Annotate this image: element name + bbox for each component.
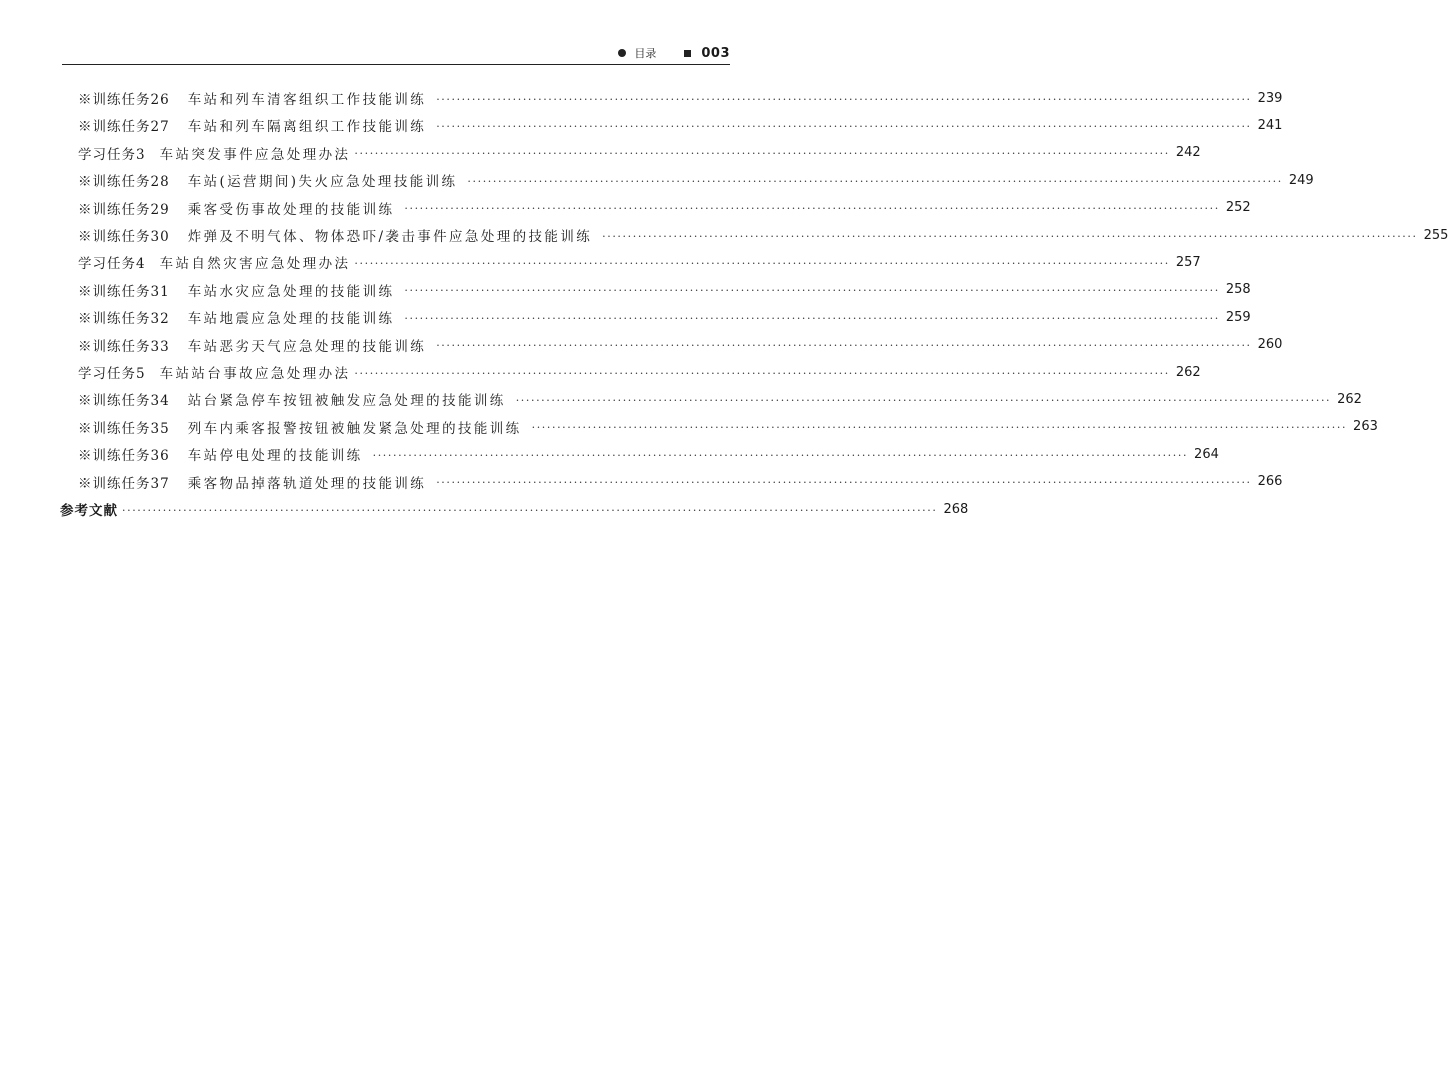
dot-leader: ································································································································································ xyxy=(372,448,1189,462)
running-header-right xyxy=(618,44,730,62)
toc-entry xyxy=(78,387,1362,411)
toc-entry-page: 252 xyxy=(1225,200,1251,216)
toc-entry xyxy=(78,223,1448,247)
toc-entry-page: 262 xyxy=(1175,364,1201,380)
toc-entry-page: 239 xyxy=(1257,90,1283,106)
toc-entry-number: ※训练任务35 xyxy=(78,420,170,437)
toc-entry-title: 车站和列车清客组织工作技能训练 xyxy=(187,92,427,108)
toc-entry-number: ※训练任务34 xyxy=(78,393,170,410)
dot-leader: ································································································································································ xyxy=(404,202,1220,216)
toc-entry-number: 学习任务4 xyxy=(78,256,146,273)
toc-entry-title: 车站突发事件应急处理办法 xyxy=(159,146,351,163)
dot-leader: ································································································································································ xyxy=(531,421,1348,435)
toc-entry xyxy=(78,360,1201,384)
dot-leader: ································································································································································ xyxy=(436,119,1252,133)
toc-entry-title: 乘客受伤事故处理的技能训练 xyxy=(187,201,395,218)
toc-entry-number: ※训练任务32 xyxy=(78,311,170,328)
toc-entry xyxy=(78,442,1219,466)
toc-entry-page: 255 xyxy=(1423,227,1448,243)
toc-entry-number: ※训练任务28 xyxy=(78,174,170,191)
toc-entry-number: ※训练任务29 xyxy=(78,201,170,218)
toc-entry-number: 学习任务5 xyxy=(78,366,146,382)
toc-entry-title: 车站和列车隔离组织工作技能训练 xyxy=(187,119,427,136)
toc-entry-title: 车站(运营期间)失火应急处理技能训练 xyxy=(187,174,458,191)
toc-entry-page: 266 xyxy=(1257,474,1283,490)
dot-leader: ································································································································································ xyxy=(602,229,1418,243)
toc-entry-number: ※训练任务37 xyxy=(78,475,170,492)
page-number: 003 xyxy=(701,45,730,61)
toc-entry-page: 262 xyxy=(1337,391,1362,407)
toc-entry xyxy=(78,168,1314,192)
toc-entry-title: 乘客物品掉落轨道处理的技能训练 xyxy=(187,475,427,492)
toc-entry xyxy=(78,278,1251,302)
toc-entry-title: 车站站台事故应急处理办法 xyxy=(159,366,351,382)
toc-entry-page: 263 xyxy=(1353,419,1378,435)
toc-entry-title: 列车内乘客报警按钮被触发紧急处理的技能训练 xyxy=(187,420,522,437)
toc-entry xyxy=(78,196,1251,220)
toc-entry-title: 参考文献 xyxy=(60,503,118,519)
toc-entry xyxy=(78,470,1283,494)
toc-entry-title: 站台紧急停车按钮被触发应急处理的技能训练 xyxy=(187,393,506,410)
dot-leader: ································································································································································ xyxy=(404,284,1220,298)
toc-entry-number: ※训练任务33 xyxy=(78,338,170,355)
toc-entry xyxy=(78,305,1251,329)
dot-leader: ································································································································································ xyxy=(122,503,938,517)
dot-leader: ································································································································································ xyxy=(354,366,1170,380)
toc-entry xyxy=(78,113,1283,137)
toc-entry-page: 260 xyxy=(1257,337,1283,353)
dot-leader: ································································································································································ xyxy=(436,92,1252,106)
dot-leader: ································································································································································ xyxy=(436,339,1252,353)
toc-entry-title: 车站水灾应急处理的技能训练 xyxy=(187,283,395,300)
toc-entry-number: ※训练任务27 xyxy=(78,119,170,136)
dot-leader: ································································································································································ xyxy=(515,393,1332,407)
dot-leader: ································································································································································ xyxy=(354,147,1170,161)
toc-entry xyxy=(60,497,969,521)
filled-circle-icon xyxy=(618,49,626,57)
toc-entry-page: 242 xyxy=(1175,145,1201,161)
toc-entry-page: 259 xyxy=(1225,309,1251,325)
filled-square-icon xyxy=(684,50,691,57)
toc-entry-number: ※训练任务30 xyxy=(78,229,170,245)
toc-entry xyxy=(78,250,1201,274)
section-label: 目录 xyxy=(634,47,657,60)
dot-leader: ································································································································································ xyxy=(436,476,1252,490)
toc-entry-number: ※训练任务36 xyxy=(78,448,170,465)
toc-entry-number: 学习任务3 xyxy=(78,146,146,163)
toc-entry-title: 车站自然灾害应急处理办法 xyxy=(159,256,351,273)
dot-leader: ································································································································································ xyxy=(354,256,1170,270)
toc-entry xyxy=(78,86,1283,110)
toc-entry-page: 264 xyxy=(1194,446,1219,462)
toc-entry-title: 车站停电处理的技能训练 xyxy=(187,448,363,465)
toc-entry-page: 258 xyxy=(1225,282,1251,298)
toc-entry-page: 268 xyxy=(943,501,969,517)
toc-entry-page: 241 xyxy=(1257,117,1283,133)
toc-entry xyxy=(78,415,1378,439)
toc-entry-title: 车站恶劣天气应急处理的技能训练 xyxy=(187,338,427,355)
toc-entry-title: 车站地震应急处理的技能训练 xyxy=(187,311,395,328)
toc-entry-page: 249 xyxy=(1288,172,1314,188)
toc-entry xyxy=(78,333,1283,357)
dot-leader: ································································································································································ xyxy=(467,174,1283,188)
toc-entry-number: ※训练任务26 xyxy=(78,92,170,108)
toc-entry-page: 257 xyxy=(1175,254,1201,270)
toc-entry xyxy=(78,141,1201,165)
toc-entry-number: ※训练任务31 xyxy=(78,283,170,300)
running-header xyxy=(62,44,730,65)
toc-entry-title: 炸弹及不明气体、物体恐吓/袭击事件应急处理的技能训练 xyxy=(187,229,593,245)
dot-leader: ································································································································································ xyxy=(404,311,1220,325)
